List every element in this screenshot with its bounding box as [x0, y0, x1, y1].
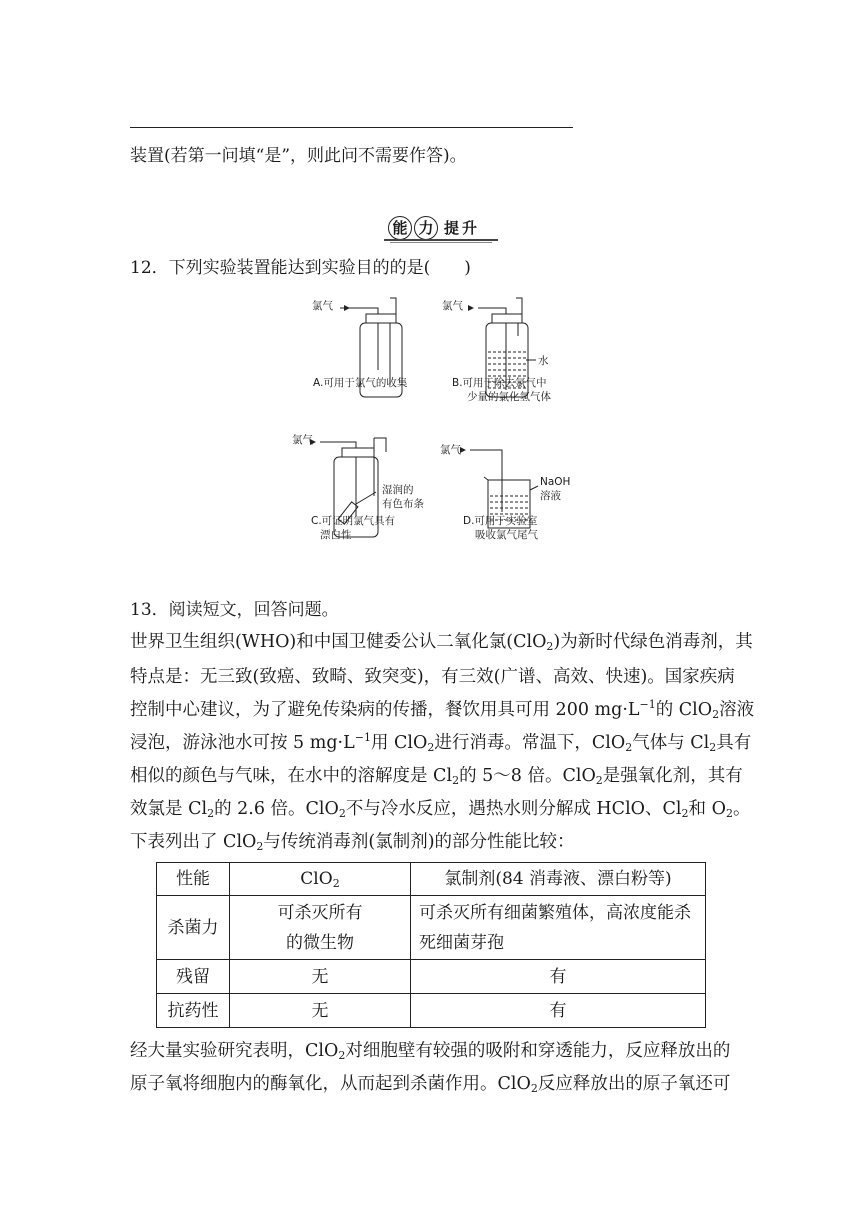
answer-blank-line [130, 127, 573, 128]
d-caption-2: 吸收氯气尾气 [475, 529, 538, 541]
banner-char-2: 力 [414, 216, 438, 240]
prev-question-tail: 装置(若第一问填“是”，则此问不需要作答)。 [130, 146, 467, 166]
table-row [157, 994, 706, 1028]
q13-para1-line7: 下表列出了 ClO$_2$与传统消毒剂(氯制剂)的部分性能比较： [130, 832, 575, 853]
table-row [157, 960, 706, 994]
q13-para1-line6: 效氯是 $Cl_2$的 2.6 倍。ClO$_2$不与冷水反应，遇热水则分解成 HClO、$Cl_2$和 $O_2$。 [130, 799, 751, 820]
q13-para1-line3: 控制中心建议，为了避免传染病的传播，餐饮用具可用 200 $mg\cdot L^{-1}$的 ClO$_2$溶液 [130, 698, 755, 721]
table-row [157, 896, 706, 960]
q13-para1-line2: 特点是：无三致(致癌、致畸、致突变)，有三效(广谱、高效、快速)。国家疾病 [130, 667, 735, 687]
table-header-row [157, 863, 706, 896]
b-liquid-label: 水 [538, 355, 549, 367]
banner-char-1: 能 [388, 216, 412, 240]
row-name: 残留 [157, 960, 230, 994]
section-banner [384, 215, 498, 241]
a-caption-1: A.可用于氯气的收集 [313, 377, 408, 389]
row-clo2: 无 [230, 994, 411, 1028]
q13-para1-line1: 世界卫生组织(WHO)和中国卫健委公认二氧化氯(ClO$_2$)为新时代绿色消毒剂，其 [130, 632, 753, 653]
q13-para2-line1: 经大量实验研究表明，ClO$_2$对细胞壁有较强的吸附和穿透能力，反应释放出的 [130, 1041, 731, 1062]
q13-stem: 13．阅读短文，回答问题。 [130, 600, 339, 620]
apparatus-figure [280, 290, 600, 550]
c-caption-2: 漂白性 [320, 529, 352, 541]
row-chlorine: 有 [411, 994, 706, 1028]
c-caption-1: C.可证明氯气具有 [311, 515, 396, 527]
row-chlorine: 有 [411, 960, 706, 994]
c-inner-label-2: 有色布条 [382, 498, 424, 510]
q13-para1-line4: 浸泡，游泳池水可按 5 $mg\cdot L^{-1}$用 ClO$_2$进行消毒。常温下，ClO$_2$气体与 $Cl_2$具有 [130, 731, 752, 754]
header-clo2: ClO$_2$ [230, 863, 411, 896]
banner-rest: 提升 [444, 219, 481, 237]
row-clo2: 无 [230, 960, 411, 994]
b-gas-label: 氯气 [442, 300, 463, 312]
b-caption-2: 少量的氯化氢气体 [467, 391, 551, 403]
d-gas-label: 氯气 [440, 444, 461, 456]
comparison-table [156, 862, 706, 1028]
d-liquid-label-2: 溶液 [540, 490, 561, 502]
q13-para2-line2: 原子氧将细胞内的酶氧化，从而起到杀菌作用。ClO$_2$反应释放出的原子氧还可 [130, 1074, 731, 1095]
row-chlorine: 可杀灭所有细菌繁殖体，高浓度能杀 死细菌芽孢 [411, 896, 706, 960]
row-name: 抗药性 [157, 994, 230, 1028]
header-chlorine: 氯制剂(84 消毒液、漂白粉等) [411, 863, 706, 896]
row-name: 杀菌力 [157, 896, 230, 960]
row-clo2: 可杀灭所有 的微生物 [230, 896, 411, 960]
c-inner-label-1: 湿润的 [382, 484, 414, 496]
q13-para1-line5: 相似的颜色与气味，在水中的溶解度是 $Cl_2$的 5～8 倍。ClO$_2$是强氧化剂，其有 [130, 766, 743, 787]
d-caption-1: D.可用于实验室 [463, 515, 538, 527]
c-gas-label: 氯气 [292, 434, 313, 446]
q12-stem: 12．下列实验装置能达到实验目的的是( ) [130, 258, 471, 278]
header-property: 性能 [157, 863, 230, 896]
d-liquid-label-1: NaOH [540, 476, 571, 488]
b-caption-1: B.可用于除去氯气中 [452, 377, 547, 389]
a-gas-label: 氯气 [312, 300, 333, 312]
